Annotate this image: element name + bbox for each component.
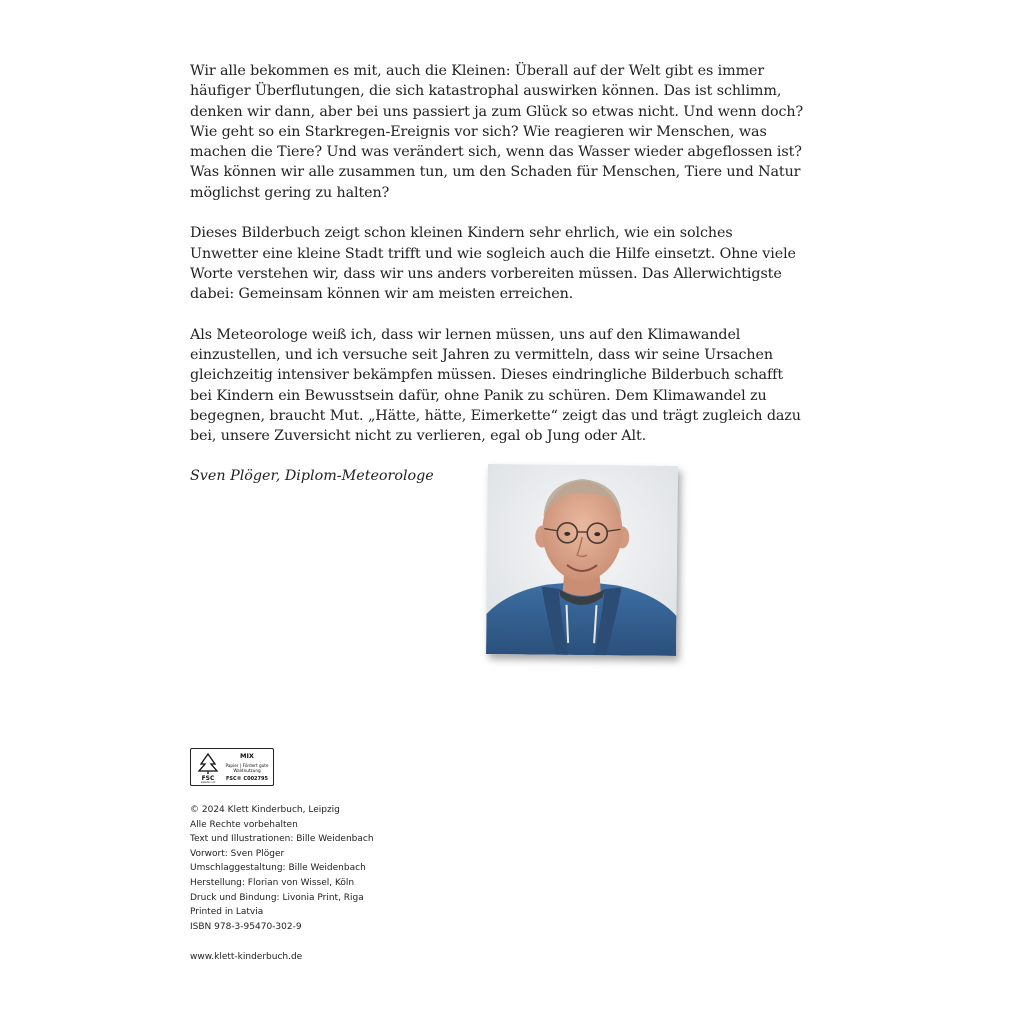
- publisher-website: www.klett-kinderbuch.de: [190, 952, 303, 962]
- imprint-isbn: ISBN 978-3-95470-302-9: [190, 921, 302, 932]
- fsc-logo: [190, 748, 274, 786]
- imprint-line: Umschlaggestaltung: Bille Weidenbach: [190, 863, 366, 874]
- foreword-paragraph-2: Dieses Bilderbuch zeigt schon kleinen Kindern sehr ehrlich, wie ein solches Unwetter eine kleine Stadt trifft und wie sogleich auch die Hilfe einsetzt. Ohne viele Worte verstehen wir, dass wir uns anders vorbereiten müssen. Das Allerwichtigste dabei: Gemeinsam können wir am meisten erreichen.: [190, 225, 796, 303]
- fsc-mix-label: MIX: [240, 752, 254, 760]
- fsc-code: FSC® C002795: [226, 776, 268, 782]
- imprint-line: Vorwort: Sven Plöger: [190, 848, 285, 859]
- imprint: [190, 803, 374, 934]
- fsc-tree-label: FSC: [201, 775, 215, 782]
- author-signature: Sven Plöger, Diplom-Meteorologe: [190, 468, 434, 484]
- imprint-line: Herstellung: Florian von Wissel, Köln: [190, 877, 355, 888]
- fsc-tree-icon: [195, 752, 221, 783]
- imprint-line: Druck und Bindung: Livonia Print, Riga: [190, 892, 364, 903]
- foreword-paragraph-1: Wir alle bekommen es mit, auch die Kleinen: Überall auf der Welt gibt es immer häufiger Überflutungen, die sich katastrophal auswirken können. Das ist schlimm, denken wir dann, aber bei uns passiert ja zum Glück so etwas nicht. Und wenn doch? Wie geht so ein Starkregen-Ereignis vor sich? Wie reagieren wir Menschen, was machen die Tiere? Und was verändert sich, wenn das Wasser wieder abgeflossen ist? Was können wir alle zusammen tun, um den Schaden für Menschen, Tiere und Natur möglichst gering zu halten?: [190, 63, 804, 201]
- foreword-paragraph-3: Als Meteorologe weiß ich, dass wir lernen müssen, uns auf den Klimawandel einzustellen, und ich versuche seit Jahren zu vermitteln, dass wir seine Ursachen gleichzeitig intensiver bekämpfen müssen. Dieses eindringliche Bilderbuch schafft bei Kindern ein Bewusstsein dafür, ohne Panik zu schüren. Dem Klimawandel zu begegnen, braucht Mut. „Hätte, hätte, Eimerkette“ zeigt das und trägt zugleich dazu bei, unsere Zuversicht nicht zu verlieren, egal ob Jung oder Alt.: [190, 326, 801, 445]
- imprint-line: Printed in Latvia: [190, 907, 264, 918]
- imprint-line: Alle Rechte vorbehalten: [190, 819, 298, 830]
- fsc-subtitle: Papier | Fördert gute Waldnutzung: [225, 763, 269, 773]
- imprint-line: Text und Illustrationen: Bille Weidenbach: [190, 834, 374, 845]
- foreword-text: [190, 61, 805, 467]
- author-portrait-photo: [486, 464, 678, 656]
- fsc-url: www.fsc.org: [200, 781, 216, 783]
- imprint-line: © 2024 Klett Kinderbuch, Leipzig: [190, 805, 340, 815]
